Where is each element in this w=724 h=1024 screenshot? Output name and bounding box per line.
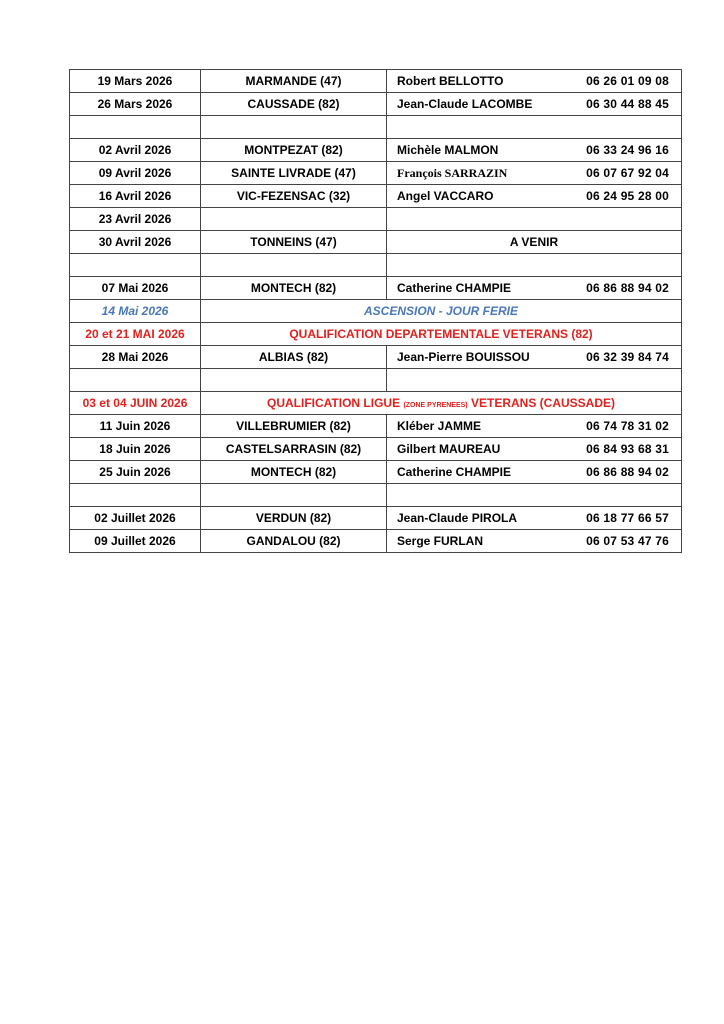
contact-cell — [387, 93, 682, 116]
event-cell: ASCENSION - JOUR FERIE — [201, 300, 682, 323]
location-cell: CAUSSADE (82) — [201, 93, 387, 116]
table-row — [70, 208, 682, 231]
schedule-table — [69, 69, 682, 553]
empty-row — [70, 254, 682, 277]
date-cell: 03 et 04 JUIN 2026 — [70, 392, 201, 415]
date-cell: 11 Juin 2026 — [70, 415, 201, 438]
date-cell: 28 Mai 2026 — [70, 346, 201, 369]
date-cell: 02 Juillet 2026 — [70, 507, 201, 530]
location-cell: MONTECH (82) — [201, 461, 387, 484]
empty-cell — [387, 369, 682, 392]
contact-phone: 06 33 24 96 16 — [586, 143, 669, 157]
contact-cell — [387, 415, 682, 438]
event-cell — [201, 392, 682, 415]
contact-phone: 06 07 67 92 04 — [586, 165, 669, 180]
event-text-a: QUALIFICATION LIGUE — [267, 396, 401, 410]
contact-phone: 06 18 77 66 57 — [586, 511, 669, 525]
date-cell: 20 et 21 MAI 2026 — [70, 323, 201, 346]
contact-cell — [387, 461, 682, 484]
empty-cell — [201, 254, 387, 277]
holiday-row — [70, 300, 682, 323]
date-cell: 30 Avril 2026 — [70, 231, 201, 254]
contact-phone: 06 32 39 84 74 — [586, 350, 669, 364]
date-cell: 19 Mars 2026 — [70, 70, 201, 93]
contact-name: Robert BELLOTTO — [397, 74, 504, 88]
table-row — [70, 70, 682, 93]
date-cell: 23 Avril 2026 — [70, 208, 201, 231]
empty-cell — [387, 484, 682, 507]
empty-cell — [70, 369, 201, 392]
location-cell: MONTECH (82) — [201, 277, 387, 300]
contact-cell — [387, 530, 682, 553]
date-cell: 18 Juin 2026 — [70, 438, 201, 461]
contact-cell — [387, 70, 682, 93]
location-cell: VILLEBRUMIER (82) — [201, 415, 387, 438]
location-cell: CASTELSARRASIN (82) — [201, 438, 387, 461]
empty-cell — [201, 484, 387, 507]
empty-row — [70, 369, 682, 392]
table-row — [70, 346, 682, 369]
contact-name: Catherine CHAMPIE — [397, 281, 512, 295]
event-row — [70, 323, 682, 346]
contact-name: Jean-Claude LACOMBE — [397, 97, 533, 111]
table-row — [70, 139, 682, 162]
date-cell: 09 Avril 2026 — [70, 162, 201, 185]
empty-row — [70, 484, 682, 507]
date-cell: 09 Juillet 2026 — [70, 530, 201, 553]
contact-cell — [387, 507, 682, 530]
empty-cell — [70, 254, 201, 277]
table-row — [70, 461, 682, 484]
date-cell: 26 Mars 2026 — [70, 93, 201, 116]
contact-name: Jean-Claude PIROLA — [397, 511, 518, 525]
contact-cell — [387, 346, 682, 369]
contact-phone: 06 74 78 31 02 — [586, 419, 669, 433]
contact-cell — [387, 208, 682, 231]
contact-phone: 06 84 93 68 31 — [586, 442, 669, 456]
contact-phone: 06 86 88 94 02 — [586, 281, 669, 295]
contact-phone: 06 86 88 94 02 — [586, 465, 669, 479]
table-row — [70, 162, 682, 185]
contact-cell — [387, 438, 682, 461]
contact-name: François SARRAZIN — [397, 165, 508, 180]
empty-row — [70, 116, 682, 139]
date-cell: 25 Juin 2026 — [70, 461, 201, 484]
empty-cell — [387, 254, 682, 277]
empty-cell — [387, 116, 682, 139]
event-row — [70, 392, 682, 415]
empty-cell — [70, 116, 201, 139]
location-cell: VERDUN (82) — [201, 507, 387, 530]
empty-cell — [201, 369, 387, 392]
contact-name: Catherine CHAMPIE — [397, 465, 512, 479]
empty-cell — [201, 116, 387, 139]
contact-cell — [387, 139, 682, 162]
table-row — [70, 507, 682, 530]
date-cell: 14 Mai 2026 — [70, 300, 201, 323]
table-row — [70, 93, 682, 116]
contact-cell — [387, 185, 682, 208]
location-cell: ALBIAS (82) — [201, 346, 387, 369]
contact-phone: 06 24 95 28 00 — [586, 189, 669, 203]
event-cell: QUALIFICATION DEPARTEMENTALE VETERANS (82) — [201, 323, 682, 346]
contact-name: Jean-Pierre BOUISSOU — [397, 350, 530, 364]
event-text-small: (ZONE PYRENEES) — [403, 402, 468, 409]
event-text-b: VETERANS (CAUSSADE) — [470, 396, 615, 410]
table-row — [70, 231, 682, 254]
table-row — [70, 277, 682, 300]
contact-name: Kléber JAMME — [397, 419, 482, 433]
empty-cell — [70, 484, 201, 507]
contact-cell — [387, 277, 682, 300]
location-cell: MONTPEZAT (82) — [201, 139, 387, 162]
contact-name: Angel VACCARO — [397, 189, 494, 203]
table-row — [70, 185, 682, 208]
note-cell: A VENIR — [387, 231, 682, 254]
date-cell: 07 Mai 2026 — [70, 277, 201, 300]
location-cell: TONNEINS (47) — [201, 231, 387, 254]
contact-phone: 06 26 01 09 08 — [586, 74, 669, 88]
location-cell: VIC-FEZENSAC (32) — [201, 185, 387, 208]
table-row — [70, 530, 682, 553]
contact-name: Serge FURLAN — [397, 534, 484, 548]
contact-cell — [387, 162, 682, 185]
contact-phone: 06 07 53 47 76 — [586, 534, 669, 548]
date-cell: 02 Avril 2026 — [70, 139, 201, 162]
contact-name: Gilbert MAUREAU — [397, 442, 501, 456]
table-row — [70, 438, 682, 461]
location-cell: SAINTE LIVRADE (47) — [201, 162, 387, 185]
date-cell: 16 Avril 2026 — [70, 185, 201, 208]
location-cell — [201, 208, 387, 231]
contact-phone: 06 30 44 88 45 — [586, 97, 669, 111]
location-cell: MARMANDE (47) — [201, 70, 387, 93]
table-row — [70, 415, 682, 438]
contact-name: Michèle MALMON — [397, 143, 499, 157]
location-cell: GANDALOU (82) — [201, 530, 387, 553]
